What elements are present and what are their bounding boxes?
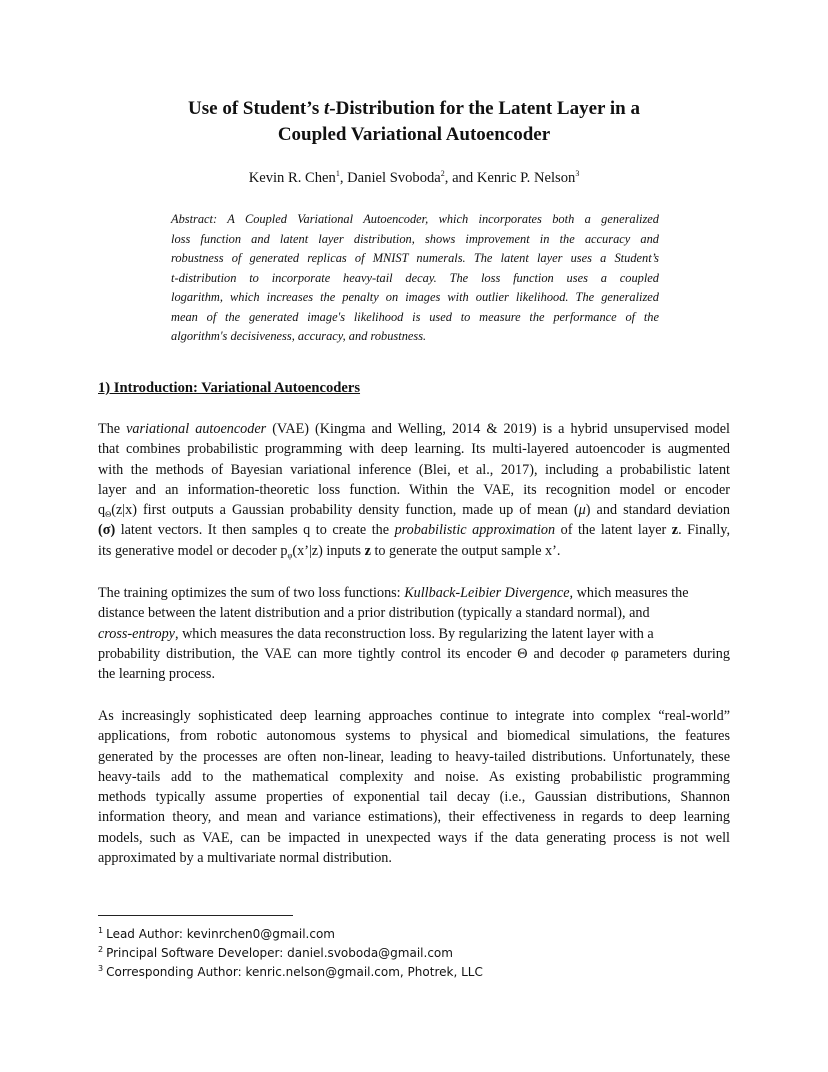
author-footnote-mark: 3 — [575, 169, 580, 178]
text-line: with the methods of Bayesian variational inference (Blei, et al., 2017), including a probabilistic latent — [98, 461, 730, 478]
footnote: $^3$ Corresponding Author: kenric.nelson@gmail.com, Photrek, LLC — [98, 964, 483, 979]
footnote: $^2$ Principal Software Developer: daniel.svoboda@gmail.com — [98, 945, 453, 960]
footnote-divider — [98, 915, 293, 916]
author-name: Daniel Svoboda — [347, 170, 441, 186]
text-line: $q_\Theta(z|x)$ first outputs a Gaussian probability density function, made up of mean (μ) and standard deviation — [98, 502, 730, 520]
abstract-line: loss function and latent layer distribution, shows improvement in the accuracy and — [171, 231, 659, 246]
abstract-line: t-distribution to incorporate heavy-tail decay. The loss function uses a coupled — [171, 270, 659, 285]
author-footnote-mark: 2 — [440, 169, 445, 178]
text-line: that combines probabilistic programming with deep learning. Its multi-layered autoencoder is augmented — [98, 441, 730, 458]
text-line: applications, from robotic autonomous systems to physical and biomedical simulations, the features — [98, 728, 730, 745]
author-footnote-mark: 1 — [335, 169, 340, 178]
footnote: $^1$ Lead Author: kevinrchen0@gmail.com — [98, 926, 335, 941]
paragraph-training-loss — [98, 583, 730, 684]
abstract — [171, 210, 659, 347]
abstract-line: Abstract: A Coupled Variational Autoencoder, which incorporates both a generalized — [171, 212, 659, 226]
footnotes — [98, 925, 483, 982]
text-line: information theory, and mean and variance estimations), their effectiveness in regards to deep learning — [98, 809, 730, 826]
text-line: models, such as VAE, can be impacted in unexpected ways if the data generating process is not well — [98, 829, 730, 846]
text-line: approximated by a multivariate normal distribution. — [98, 850, 392, 867]
text-line: distance between the latent distribution and a prior distribution (typically a standard normal), and — [98, 605, 650, 622]
text-line: probability distribution, the VAE can more tightly control its encoder Θ and decoder φ parameters during — [98, 645, 730, 662]
text-line: (σ) latent vectors. It then samples q to create the probabilistic approximation of the latent layer z. Finally, — [98, 522, 730, 539]
text-line: layer and an information-theoretic loss function. Within the VAE, its recognition model or encoder — [98, 481, 730, 498]
title-line-1: Use of Student’s t-Distribution for the Latent Layer in a — [188, 98, 640, 119]
text-line: the learning process. — [98, 666, 216, 683]
paper-title — [150, 96, 678, 148]
author-name: Kenric P. Nelson — [476, 170, 576, 186]
author-list: Kevin R. Chen$^1$, Daniel Svoboda$^2$, and Kenric P. Nelson$^3$ — [248, 169, 580, 186]
abstract-line: algorithm's decisiveness, accuracy, and robustness. — [171, 329, 427, 343]
abstract-line: mean of the generated image's likelihood is used to measure the performance of the — [171, 309, 659, 324]
text-line: The training optimizes the sum of two loss functions: Kullback-Leibier Divergence, which measures the — [98, 585, 689, 601]
author-name: Kevin R. Chen — [248, 170, 336, 186]
text-line: generated by the processes are often non-linear, leading to heavy-tailed distributions. Unfortunately, these — [98, 748, 730, 765]
section-heading: 1) Introduction: Variational Autoencoders — [98, 380, 361, 396]
paragraph-heavy-tails — [98, 706, 730, 868]
text-line: methods typically assume properties of exponential tail decay (i.e., Gaussian distributions, Shannon — [98, 789, 730, 806]
text-line: The variational autoencoder (VAE) (Kingma and Welling, 2014 & 2019) is a hybrid unsupervised model — [98, 421, 730, 437]
text-line: As increasingly sophisticated deep learning approaches continue to integrate into complex “real-world” — [98, 708, 730, 724]
abstract-line: robustness of generated replicas of MNIST numerals. The latent layer uses a Student’s — [171, 251, 659, 265]
title-line-2: Coupled Variational Autoencoder — [277, 124, 551, 145]
text-line: its generative model or decoder $p_\varphi(x’|z)$ inputs z to generate the output sample x’. — [98, 542, 561, 560]
text-line: cross-entropy, which measures the data reconstruction loss. By regularizing the latent layer with a — [98, 625, 654, 642]
text-line: heavy-tails add to the mathematical complexity and noise. As existing probabilistic programming — [98, 768, 730, 785]
abstract-line: logarithm, which increases the penalty on images with outlier likelihood. The generalized — [171, 290, 659, 304]
paragraph-vae-intro — [98, 419, 730, 561]
